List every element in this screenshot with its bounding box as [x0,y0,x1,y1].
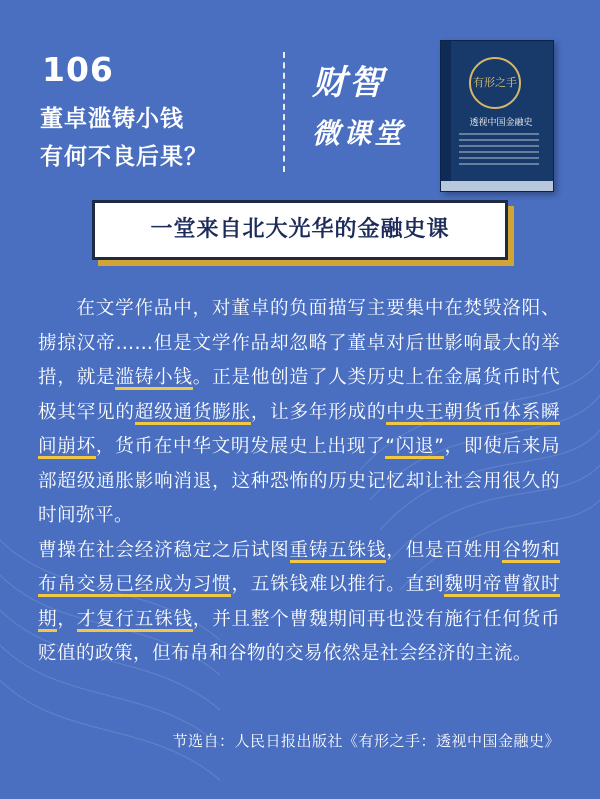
article-text: ， [57,608,77,630]
highlighted-phrase: 谷物和布帛交易已经成为习惯 [38,539,560,595]
article-text: ，但是百姓用 [386,539,503,561]
highlighted-phrase: 超级通货膨胀 [134,401,251,423]
page-title-line-1: 董卓滥铸小钱 [40,106,184,132]
article-text: ，让多年形成的 [250,401,387,423]
article-text: ，五铢钱难以推行。直到 [231,574,445,595]
book-cover-footer [441,181,553,191]
course-banner-text: 一堂来自北大光华的金融史课 [150,217,450,242]
highlighted-phrase: 重铸五铢钱 [289,539,387,561]
highlighted-phrase: 才复行五铢钱 [76,608,193,630]
course-banner [92,200,508,260]
book-cover-text-lines [459,133,539,169]
highlighted-phrase: “闪退” [385,436,445,457]
brand-line-2: 微课堂 [312,117,406,150]
book-title-emblem: 有形之手 [469,57,521,109]
article-body [38,292,560,672]
highlighted-phrase: 魏明帝曹叡时期 [38,574,561,630]
source-citation: 节选自：人民日报出版社《有形之手：透视中国金融史》 [172,732,560,750]
header-divider [283,52,285,172]
highlighted-phrase: 中央王朝货币体系瞬间崩坏 [38,401,560,457]
book-cover-image [440,40,554,192]
article-text: ，并且整个曹魏期间再也没有施行任何货币贬值的政策，但布帛和谷物的交易依然是社会经济的主流。 [38,608,561,664]
book-subtitle: 透视中国金融史 [469,118,533,128]
book-spine [441,41,451,191]
page-title-line-2: 有何不良后果？ [40,144,208,170]
article-text: 。正是他创造了人类历史上在金属货币时代极其罕见的 [38,367,560,423]
article-text: 在文学作品中，对董卓的负面描写主要集中在焚毁洛阳、掳掠汉帝……但是文学作品却忽略了董卓对后世影响最大的举措，就是 [38,298,560,388]
episode-number: 106 [42,50,114,89]
article-text: 曹操在社会经济稳定之后试图 [38,539,290,561]
article-text: ，即使后来局部超级通胀影响消退，这种恐怖的历史记忆却让社会用很久的时间弥平。 [38,436,560,526]
highlighted-phrase: 滥铸小钱 [115,367,193,388]
article-text: ，货币在中华文明发展史上出现了 [95,436,386,457]
brand-line-1: 财智 [312,63,386,103]
